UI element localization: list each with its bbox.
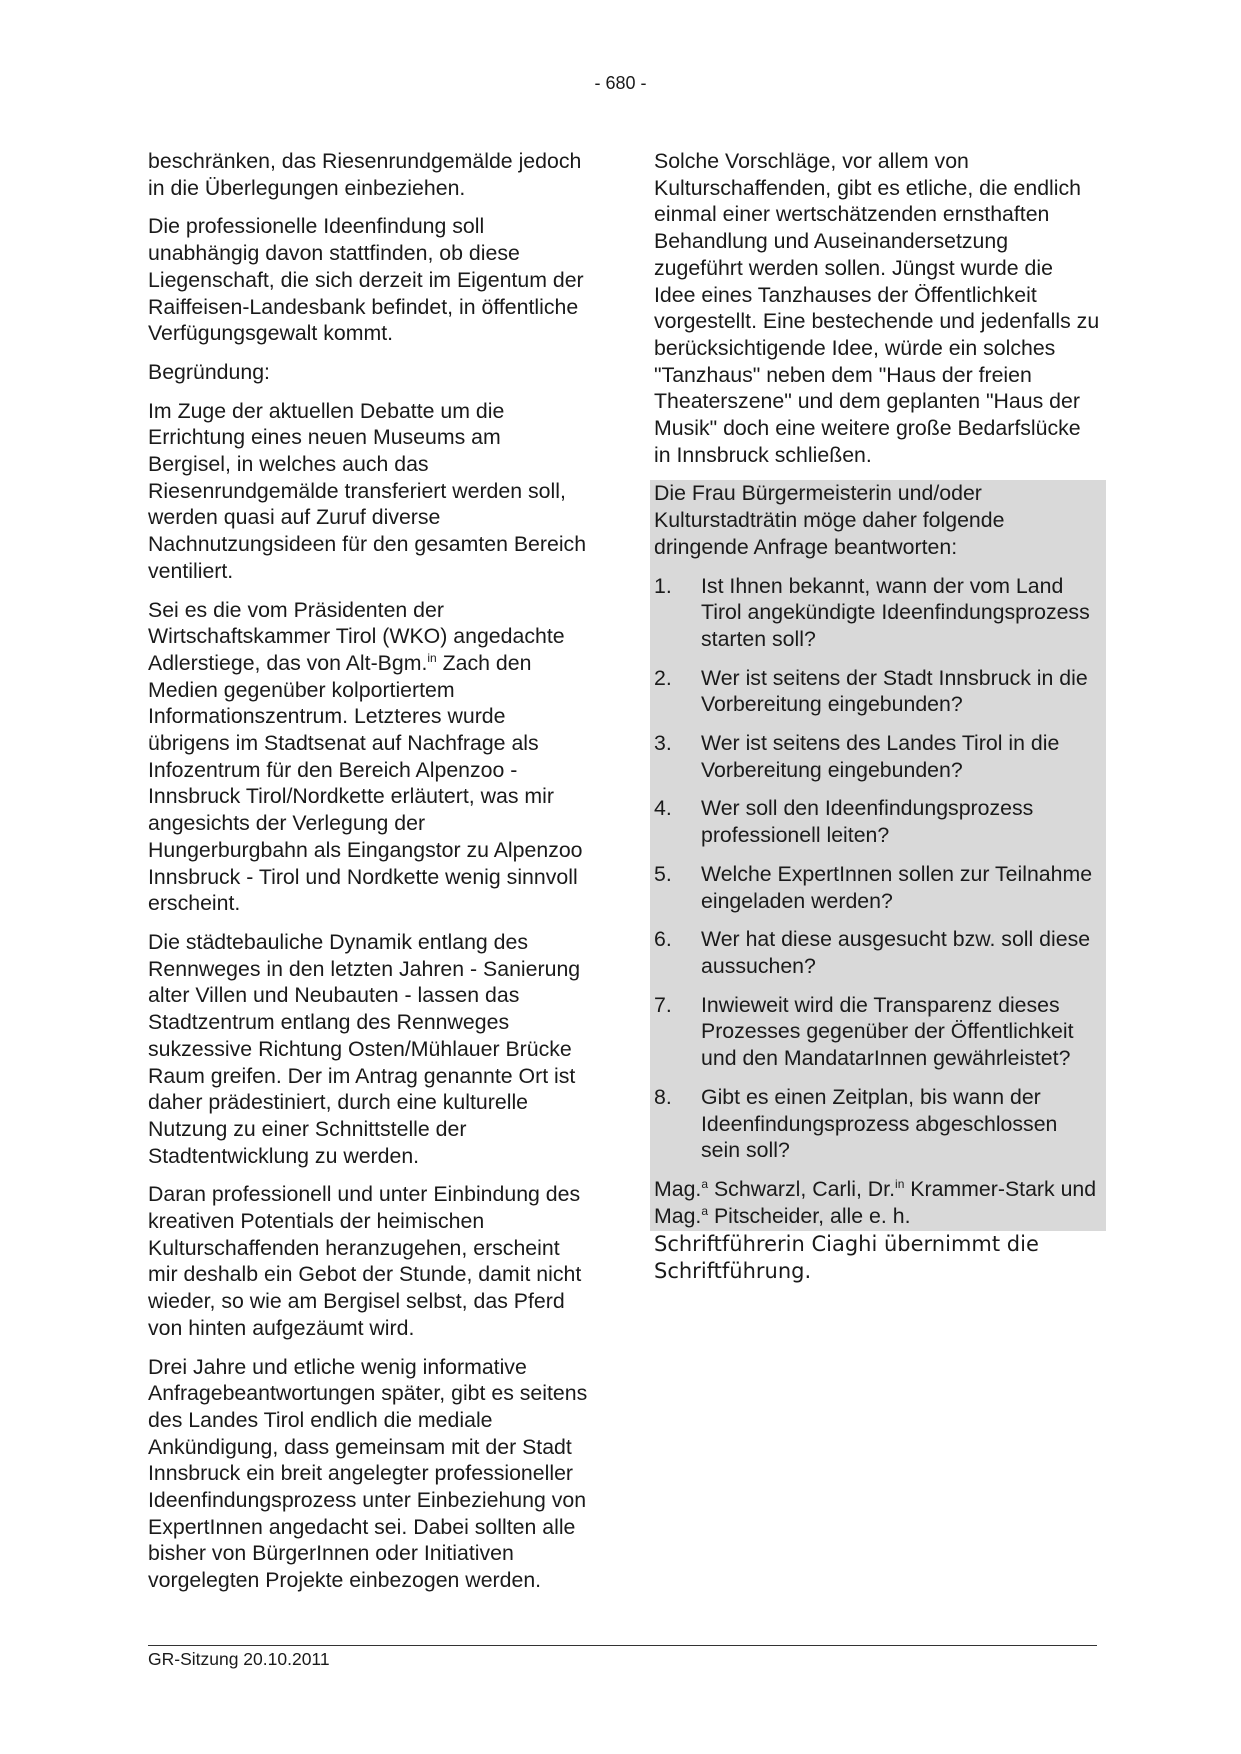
- question-text: Wer hat diese ausgesucht bzw. soll diese aussuchen?: [701, 927, 1091, 978]
- paragraph: Daran professionell und unter Einbindung des kreativen Potentials der heimischen Kulturschaffenden heranzugehen, erscheint mir deshalb ein Gebot der Stunde, damit nicht wieder, so wie am Bergisel selbst, das Pferd von hinten aufgezäumt wird.: [148, 1182, 582, 1340]
- paragraph: Solche Vorschläge, vor allem von Kulturschaffenden, gibt es etliche, die endlich einmal einer wertschätzenden ernsthaften Behandlung und Auseinandersetzung zugeführt werden sollen. Jüngst wurde die Idee eines Tanzhauses der Öffentlichkeit vorgestellt. Eine bestechende und jedenfalls zu berücksichtigende Idee, würde ein solches "Tanzhaus" neben dem "Haus der freien Theaterszene" und dem geplanten "Haus der Musik" doch eine weitere große Bedarfslücke in Innsbruck schließen.: [654, 149, 1100, 467]
- question-number: 3.: [654, 731, 672, 756]
- text-run: Schwarzl, Carli, Dr.: [708, 1176, 896, 1201]
- paragraph: Drei Jahre und etliche wenig informative Anfragebeantwortungen später, gibt es seitens des Landes Tirol endlich die mediale Ankündigung, dass gemeinsam mit der Stadt Innsbruck ein breit angelegter professioneller Ideenfindungsprozess unter Einbeziehung von ExpertInnen angedacht sei. Dabei sollten alle bisher von BürgerInnen oder Initiativen vorgelegten Projekte einbezogen werden.: [148, 1354, 588, 1593]
- question-number: 7.: [654, 992, 672, 1017]
- signatories: [654, 1176, 1100, 1229]
- superscript: a: [701, 1203, 709, 1218]
- text-run: Sei es die vom Präsidenten der Wirtschaftskammer Tirol (WKO) angedachte Adlerstiege, das von Alt-Bgm.: [148, 597, 565, 675]
- question-text: Wer soll den Ideenfindungsprozess professionell leiten?: [701, 796, 1034, 848]
- question-number: 1.: [654, 573, 672, 598]
- paragraph: Die städtebauliche Dynamik entlang des Rennweges in den letzten Jahren - Sanierung alter Villen und Neubauten - lassen das Stadtzentrum entlang des Rennweges sukzessive Richtung Osten/Mühlauer Brücke Raum greifen. Der im Antrag genannte Ort ist daher prädestiniert, durch eine kulturelle Nutzung zu einer Schnittstelle der Stadtentwicklung zu werden.: [148, 929, 581, 1168]
- question-number: 2.: [654, 665, 672, 690]
- inquiry-box: [650, 480, 1106, 1231]
- question-text: Wer ist seitens des Landes Tirol in die Vorbereitung eingebunden?: [701, 731, 1060, 782]
- section-heading: Begründung:: [148, 359, 270, 384]
- superscript: a: [701, 1176, 709, 1191]
- question-text: Inwieweit wird die Transparenz dieses Prozesses gegenüber der Öffentlichkeit und den MandatarInnen gewährleistet?: [701, 992, 1074, 1071]
- footer-divider: [148, 1645, 1097, 1646]
- question-item: [654, 665, 1100, 718]
- paragraph: beschränken, das Riesenrundgemälde jedoch in die Überlegungen einbeziehen.: [148, 149, 582, 200]
- question-number: 6.: [654, 927, 672, 952]
- question-item: [654, 730, 1100, 783]
- text-run: Krammer-Stark und Mag.: [654, 1176, 1097, 1228]
- question-item: [654, 926, 1100, 979]
- question-text: Ist Ihnen bekannt, wann der vom Land Tirol angekündigte Ideenfindungsprozess starten soll?: [701, 573, 1090, 651]
- inquiry-intro: Die Frau Bürgermeisterin und/oder Kulturstadträtin möge daher folgende dringende Anfrage beantworten:: [654, 481, 1005, 559]
- text-run: Pitscheider, alle e. h.: [708, 1203, 911, 1228]
- text-run: Zach den Medien gegenüber kolportiertem Informationszentrum. Letzteres wurde übrigens im Stadtsenat auf Nachfrage als Infozentrum für den Bereich Alpenzoo - Innsbruck Tirol/Nordkette erläutert, was mir angesichts der Verlegung der Hungerburgbahn als Eingangstor zu Alpenzoo Innsbruck - Tirol und Nordkette wenig sinnvoll erscheint.: [148, 650, 583, 916]
- question-item: [654, 795, 1100, 848]
- question-text: Wer ist seitens der Stadt Innsbruck in die Vorbereitung eingebunden?: [701, 665, 1088, 717]
- left-column: [148, 148, 588, 1606]
- question-number: 5.: [654, 861, 672, 886]
- question-number: 8.: [654, 1084, 672, 1109]
- right-column: [654, 148, 1100, 1297]
- question-number: 4.: [654, 796, 672, 821]
- paragraph: Die professionelle Ideenfindung soll unabhängig davon stattfinden, ob diese Liegenschaft, die sich derzeit im Eigentum der Raiffeisen-Landesbank befindet, in öffentliche Verfügungsgewalt kommt.: [148, 214, 584, 346]
- paragraph: [148, 597, 588, 917]
- clerk-note: Schriftführerin Ciaghi übernimmt die Schriftführung.: [654, 1232, 1039, 1284]
- footer: GR-Sitzung 20.10.2011: [148, 1649, 330, 1669]
- question-text: Welche ExpertInnen sollen zur Teilnahme eingeladen werden?: [701, 861, 1093, 913]
- question-text: Gibt es einen Zeitplan, bis wann der Ideenfindungsprozess abgeschlossen sein soll?: [701, 1084, 1058, 1163]
- question-list: [654, 573, 1100, 1164]
- text-run: Mag.: [654, 1176, 702, 1201]
- question-item: [654, 861, 1100, 914]
- question-item: [654, 573, 1100, 653]
- question-item: [654, 992, 1100, 1072]
- paragraph: Im Zuge der aktuellen Debatte um die Errichtung eines neuen Museums am Bergisel, in welches auch das Riesenrundgemälde transferiert werden soll, werden quasi auf Zuruf diverse Nachnutzungsideen für den gesamten Bereich ventiliert.: [148, 398, 587, 583]
- page-number: - 680 -: [594, 73, 647, 93]
- question-item: [654, 1084, 1100, 1164]
- superscript: in: [895, 1176, 905, 1191]
- superscript: in: [427, 650, 437, 665]
